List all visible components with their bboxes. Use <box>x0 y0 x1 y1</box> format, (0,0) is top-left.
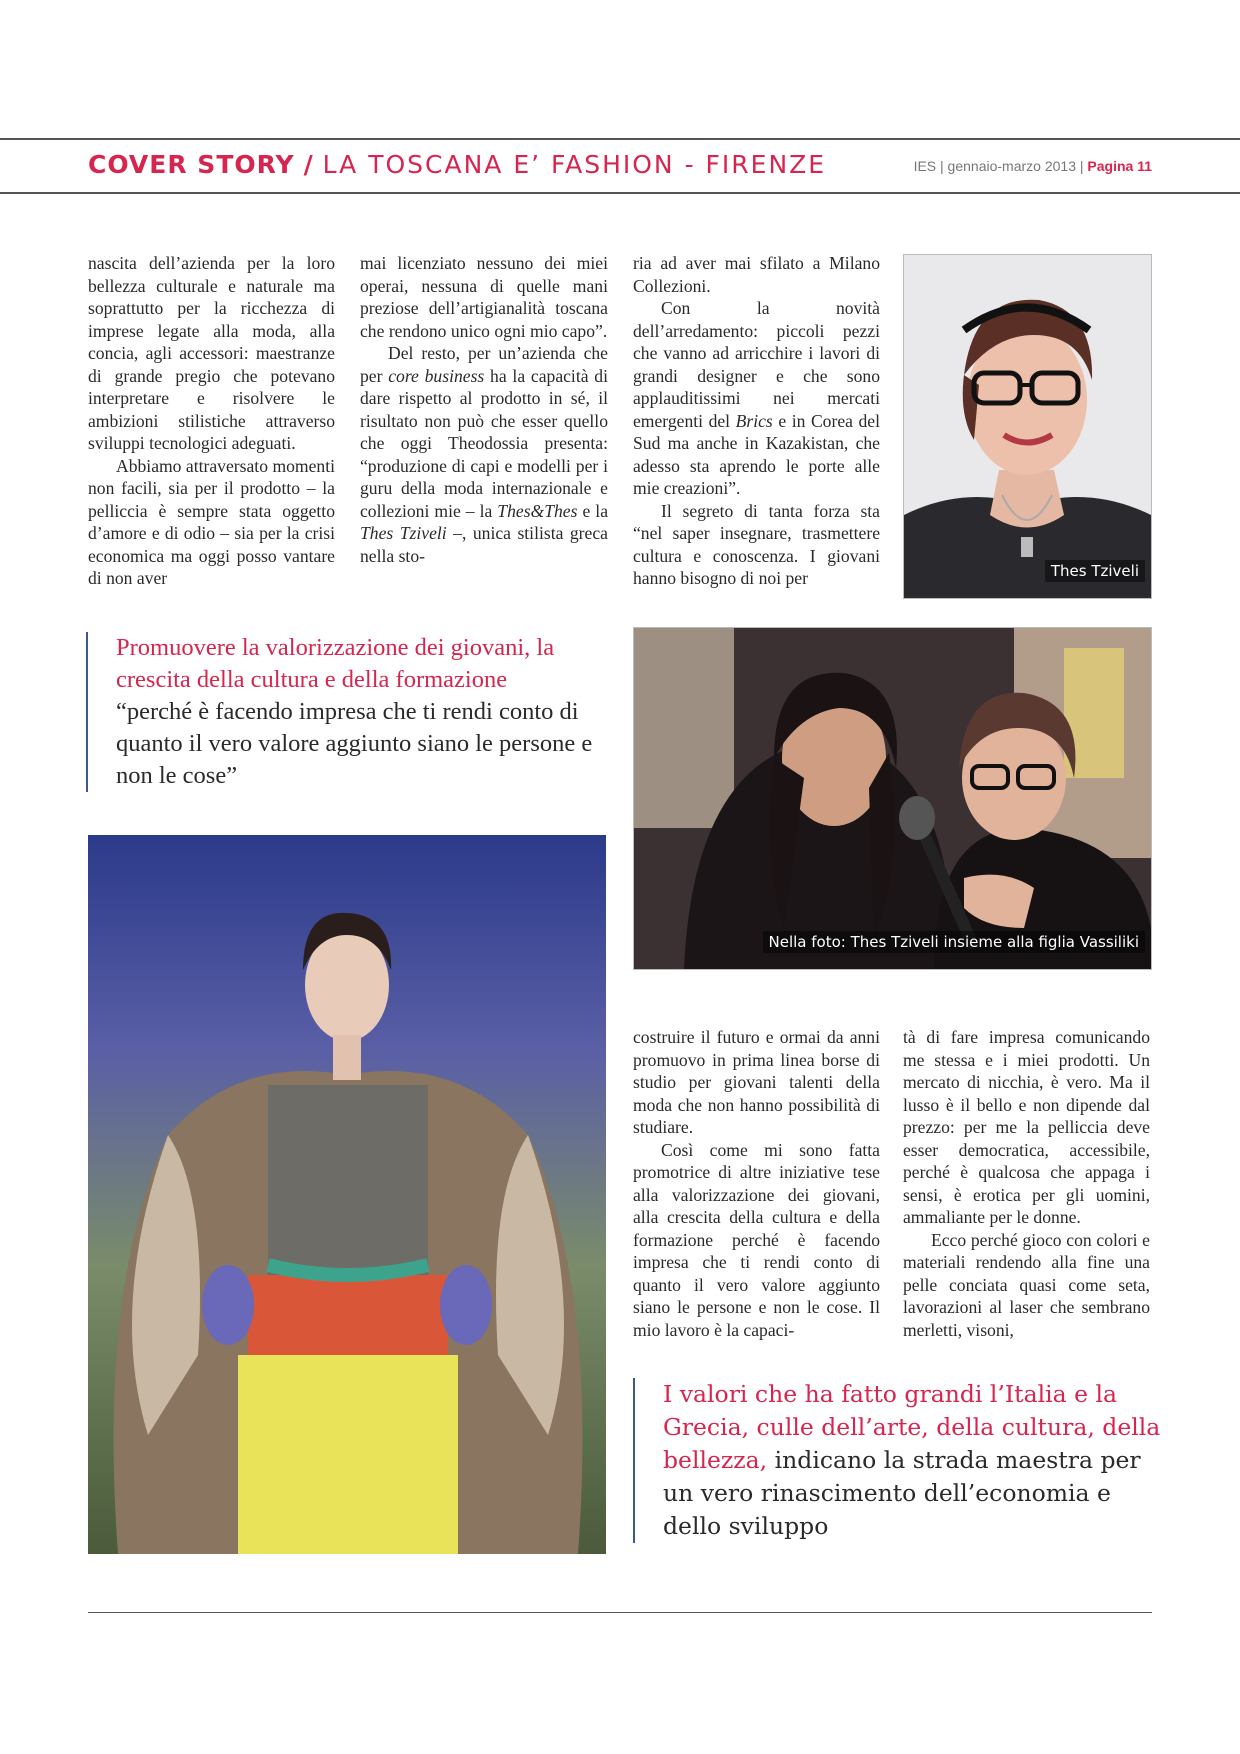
section-header <box>88 150 826 179</box>
paragraph: mai licenziato nessuno dei miei operai, nessuna di quelle mani preziose dell’artigianalità toscana che rendono unico ogni mio capo”. <box>360 253 608 341</box>
portrait-caption: Thes Tziveli <box>1045 560 1145 582</box>
interview-caption: Nella foto: Thes Tziveli insieme alla figlia Vassiliki <box>763 931 1146 953</box>
pull-quote-2-text: indicano la strada maestra per un vero rinascimento dell’economia e dello sviluppo <box>663 1446 1141 1540</box>
section-slash: / <box>303 150 314 179</box>
pull-quote-2 <box>633 1378 1163 1543</box>
text-column-5 <box>903 1026 1150 1341</box>
footer-rule <box>88 1612 1152 1613</box>
portrait-photo-image <box>904 255 1151 598</box>
runway-photo-image <box>88 835 606 1554</box>
runway-photo <box>88 835 606 1554</box>
paragraph: Così come mi sono fatta promotrice di altre iniziative tese alla valorizzazione dei giovani, alla crescita della cultura e della formazione perché è facendo impresa che ti rendi conto di quanto il vero valore aggiunto siano le persone e non le cose. Il mio lavoro è la capaci- <box>633 1139 880 1340</box>
text-column-4 <box>633 1026 880 1341</box>
paragraph: Ecco perché gioco con colori e materiali rendendo alla fine una pelle conciata quasi come seta, lavorazioni al laser che sembrano merletti, visoni, <box>903 1229 1150 1340</box>
text-column-2 <box>360 252 608 567</box>
section-label: COVER STORY <box>88 150 295 179</box>
paragraph: Il segreto di tanta forza sta “nel saper insegnare, trasmettere cultura e conoscenza. I giovani hanno bisogno di noi per <box>633 500 880 588</box>
paragraph: Con la novità dell’arredamento: piccoli pezzi che vanno ad arricchire i lavori di grandi designer e che sono applauditissimi nei mercati emergenti del Brics e in Corea del Sud ma anche in Kazakistan, che adesso sta aprendo le porte alle mie creazioni”. <box>633 298 880 498</box>
paragraph: Del resto, per un’azienda che per core business ha la capacità di dare rispetto al prodotto in sé, il risultato non può che esser quello che oggi Theodossia presenta: “produzione di capi e modelli per i guru della moda internazionale e collezioni mie – la Thes&Thes e la Thes Tziveli –, unica stilista greca nella sto- <box>360 343 608 566</box>
pull-quote-2-highlight: I valori che ha fatto grandi l’Italia e la Grecia, culle dell’arte, della cultura, della bellezza, <box>663 1380 1161 1474</box>
paragraph: ria ad aver mai sfilato a Milano Collezioni. <box>633 253 880 296</box>
paragraph: costruire il futuro e ormai da anni promuovo in prima linea borse di studio per giovani talenti della moda che non hanno possibilità di studiare. <box>633 1027 880 1137</box>
publication-info <box>914 158 1152 174</box>
paragraph: tà di fare impresa comunicando me stessa e i miei prodotti. Un mercato di nicchia, è vero. Ma il lusso è il bello e non dipende dal prezzo: per me la pelliccia deve esser democratica, accessibile, perché è qualcosa che appaga i sensi, è erotica per gli uomini, ammaliante per le donne. <box>903 1027 1150 1227</box>
portrait-photo <box>903 254 1152 599</box>
section-subtitle: LA TOSCANA E’ FASHION - FIRENZE <box>322 150 827 179</box>
paragraph: nascita dell’azienda per la loro bellezza culturale e naturale ma soprattutto per la ricchezza di imprese legate alla moda, alla concia, agli accessori: maestranze di grande pregio che potevano interpretare e risolvere le ambizioni stilistiche attraverso sviluppi tecnologici adeguati. <box>88 253 335 453</box>
interview-photo-image <box>634 628 1151 969</box>
pull-quote-1-text: “perché è facendo impresa che ti rendi conto di quanto il vero valore aggiunto siano le persone e non le cose” <box>116 698 593 789</box>
header-top-rule <box>0 138 1240 140</box>
pull-quote-1 <box>86 632 616 792</box>
text-column-1 <box>88 252 335 590</box>
publication-issue: IES | gennaio-marzo 2013 | <box>913 158 1084 174</box>
page-number: Pagina 11 <box>1087 158 1152 174</box>
header-bottom-rule <box>0 192 1240 194</box>
text-column-3 <box>633 252 880 590</box>
paragraph: Abbiamo attraversato momenti non facili, sia per il prodotto – la pelliccia è sempre stata oggetto d’amore e di odio – sia per la crisi economica ma oggi posso vantare di non aver <box>88 455 335 588</box>
interview-photo <box>633 627 1152 970</box>
pull-quote-1-highlight: Promuovere la valorizzazione dei giovani, la crescita della cultura e della formazione <box>116 634 555 693</box>
